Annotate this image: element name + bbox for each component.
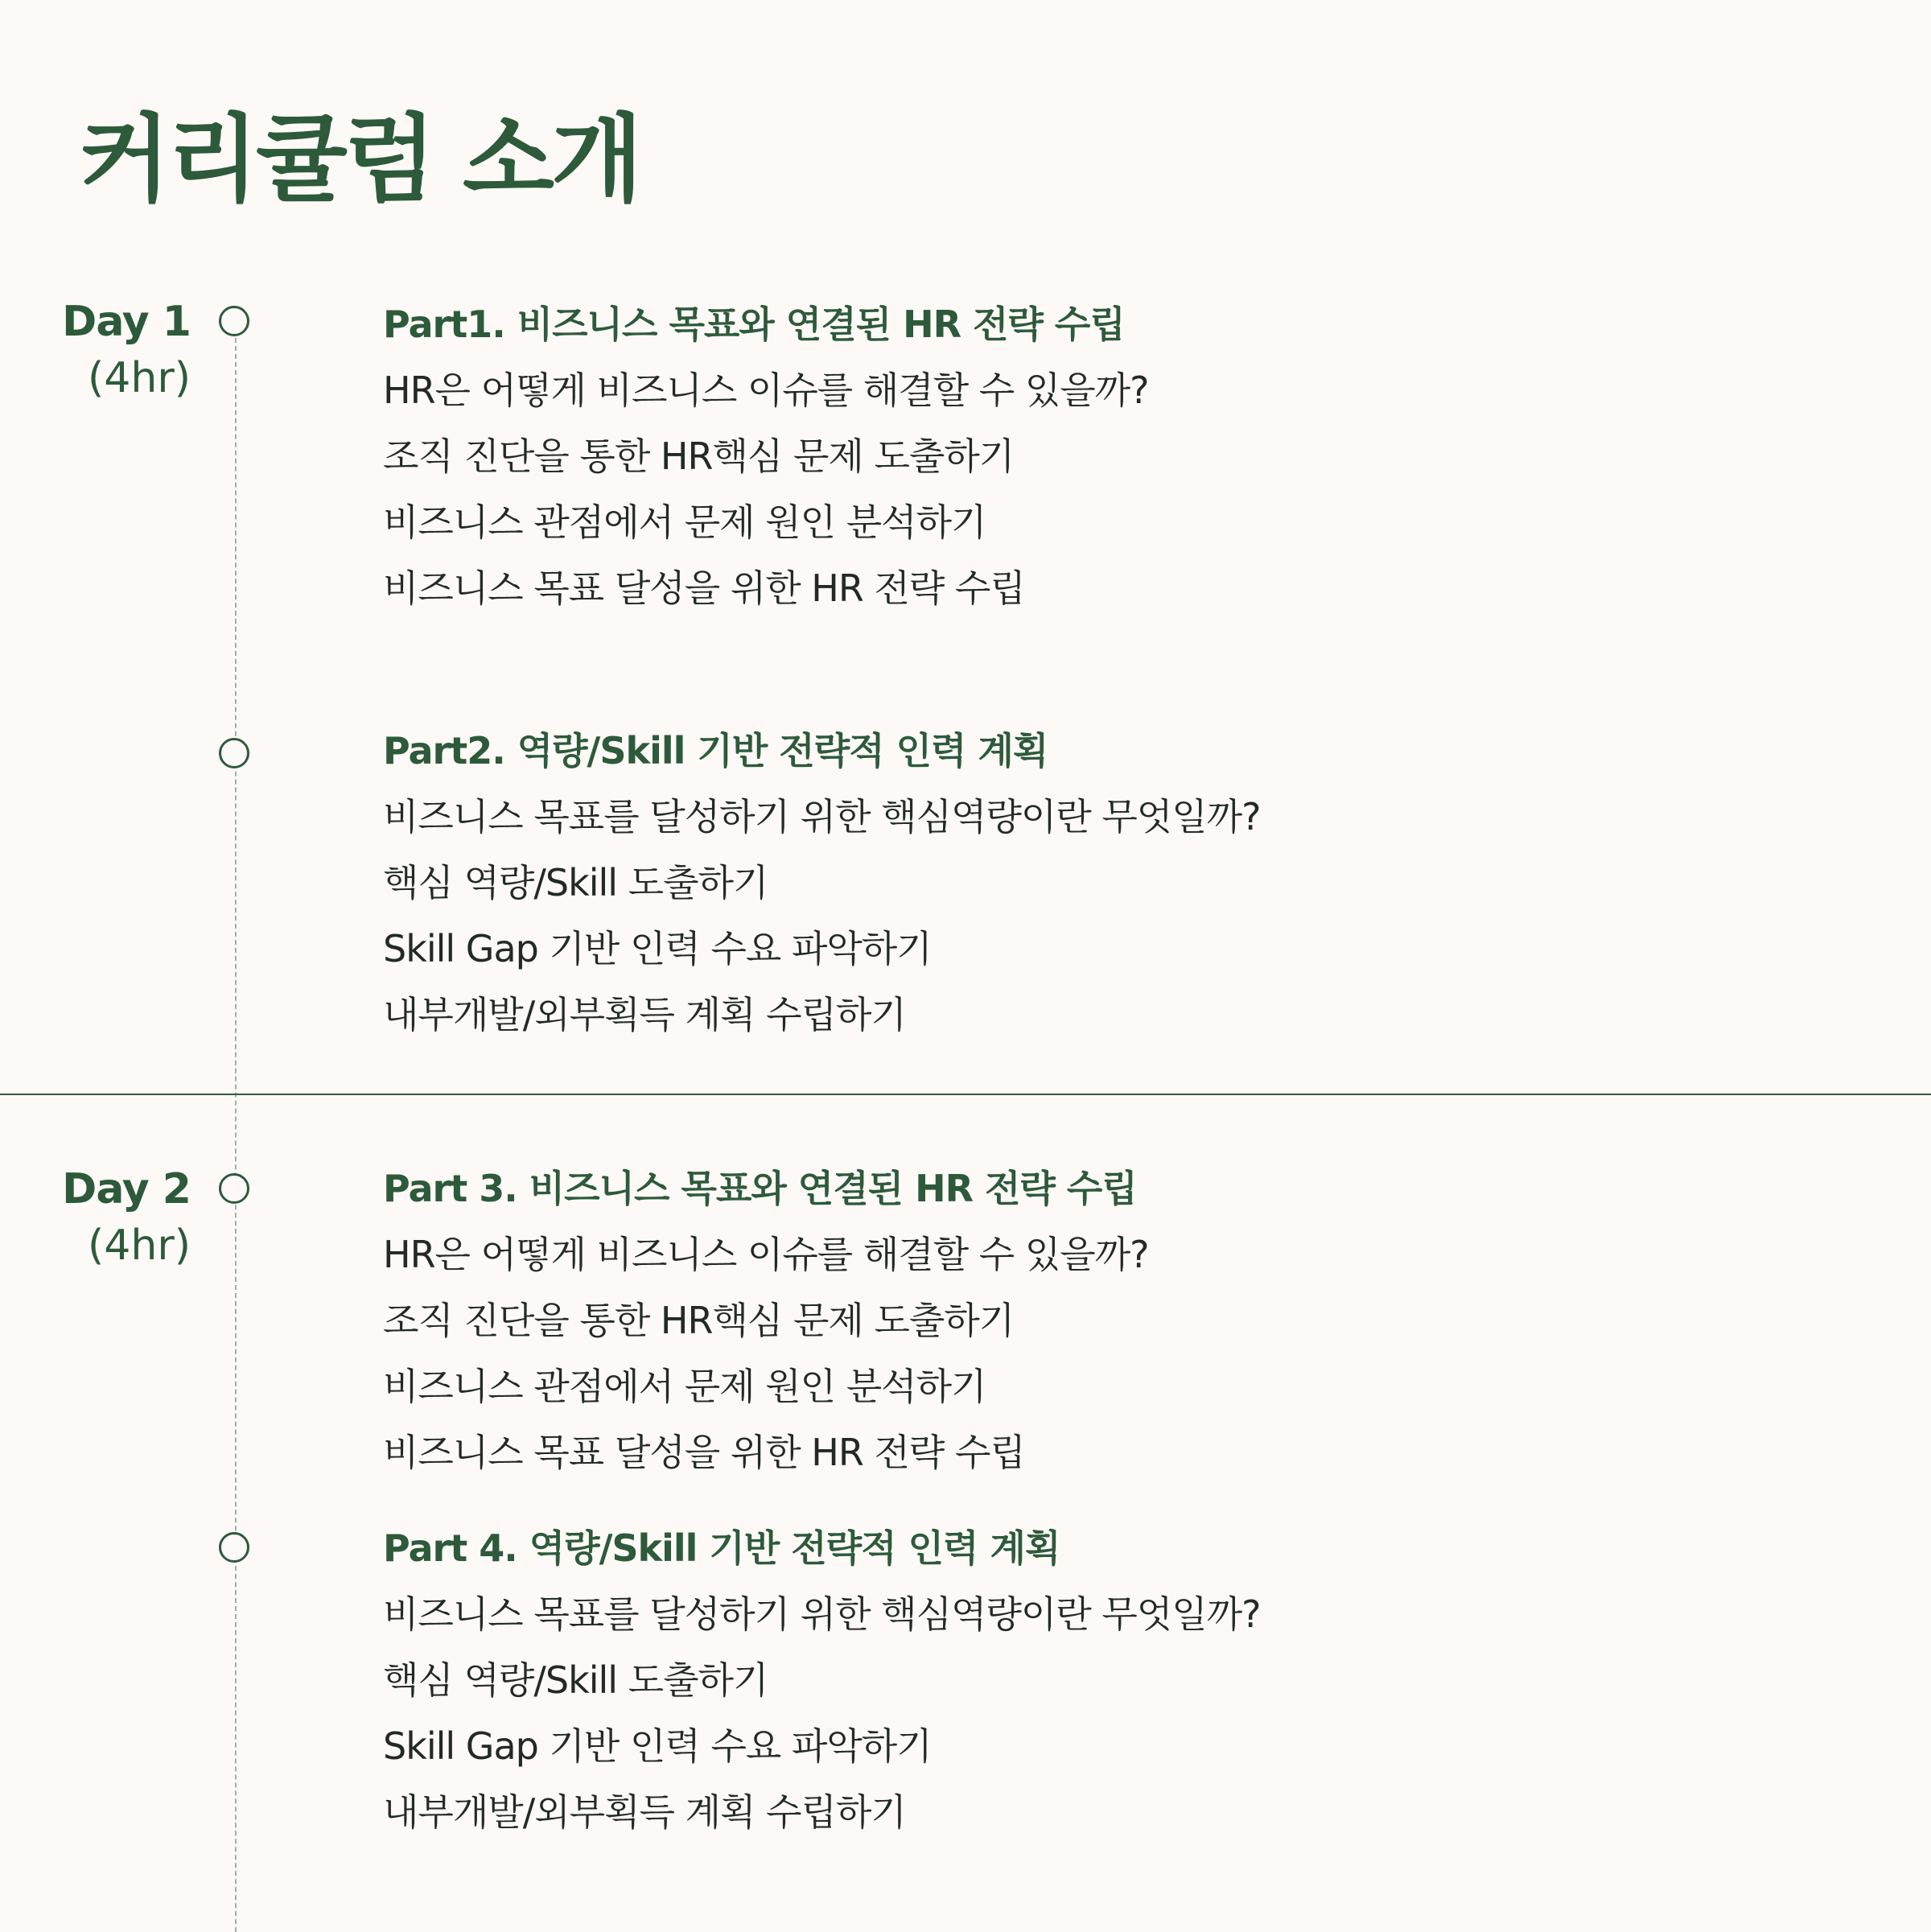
part-4	[383, 1515, 1751, 1845]
day-name: Day 1	[62, 298, 191, 346]
topic-list	[383, 1581, 1751, 1845]
part-title: Part 3. 비즈니스 목표와 연결된 HR 전략 수립	[383, 1167, 1137, 1210]
part-title: Part2. 역량/Skill 기반 전략적 인력 계획	[383, 729, 1048, 772]
timeline-marker-icon	[219, 1532, 249, 1563]
list-item: Skill Gap 기반 인력 수요 파악하기	[383, 1724, 932, 1768]
day-divider	[0, 1094, 1931, 1095]
part-title: Part 4. 역량/Skill 기반 전략적 인력 계획	[383, 1526, 1060, 1570]
part-title: Part1. 비즈니스 목표와 연결된 HR 전략 수립	[383, 303, 1125, 346]
list-item: 내부개발/외부획득 계획 수립하기	[383, 993, 906, 1036]
part-1	[383, 291, 1751, 621]
list-item: 조직 진단을 통한 HR핵심 문제 도출하기	[383, 435, 1015, 478]
day-hours: (4hr)	[88, 354, 191, 402]
list-item: 조직 진단을 통한 HR핵심 문제 도출하기	[383, 1299, 1015, 1342]
list-item: 비즈니스 목표 달성을 위한 HR 전략 수립	[383, 1431, 1025, 1474]
list-item: HR은 어떻게 비즈니스 이슈를 해결할 수 있을까?	[383, 369, 1149, 412]
list-item: 비즈니스 목표를 달성하기 위한 핵심역량이란 무엇일까?	[383, 795, 1261, 838]
topic-list	[383, 784, 1751, 1048]
list-item: 핵심 역량/Skill 도출하기	[383, 861, 768, 904]
topic-list	[383, 1221, 1751, 1485]
list-item: 비즈니스 관점에서 문제 원인 분석하기	[383, 1365, 986, 1408]
list-item: Skill Gap 기반 인력 수요 파악하기	[383, 927, 932, 970]
list-item: HR은 어떻게 비즈니스 이슈를 해결할 수 있을까?	[383, 1233, 1149, 1276]
part-3	[383, 1155, 1751, 1485]
day-name: Day 2	[62, 1165, 191, 1213]
part-2	[383, 718, 1751, 1048]
timeline-line	[235, 322, 237, 1932]
list-item: 비즈니스 관점에서 문제 원인 분석하기	[383, 501, 986, 544]
day-2-label	[62, 1159, 191, 1271]
day-hours: (4hr)	[88, 1221, 191, 1270]
day-1-label	[62, 291, 191, 404]
list-item: 내부개발/외부획득 계획 수립하기	[383, 1790, 906, 1834]
timeline-marker-icon	[219, 306, 249, 336]
list-item: 비즈니스 목표를 달성하기 위한 핵심역량이란 무엇일까?	[383, 1592, 1261, 1636]
page-title: 커리큘럼 소개	[79, 104, 640, 215]
topic-list	[383, 357, 1751, 621]
list-item: 비즈니스 목표 달성을 위한 HR 전략 수립	[383, 566, 1025, 610]
timeline-marker-icon	[219, 738, 249, 768]
list-item: 핵심 역량/Skill 도출하기	[383, 1658, 768, 1702]
timeline-marker-icon	[219, 1173, 249, 1204]
